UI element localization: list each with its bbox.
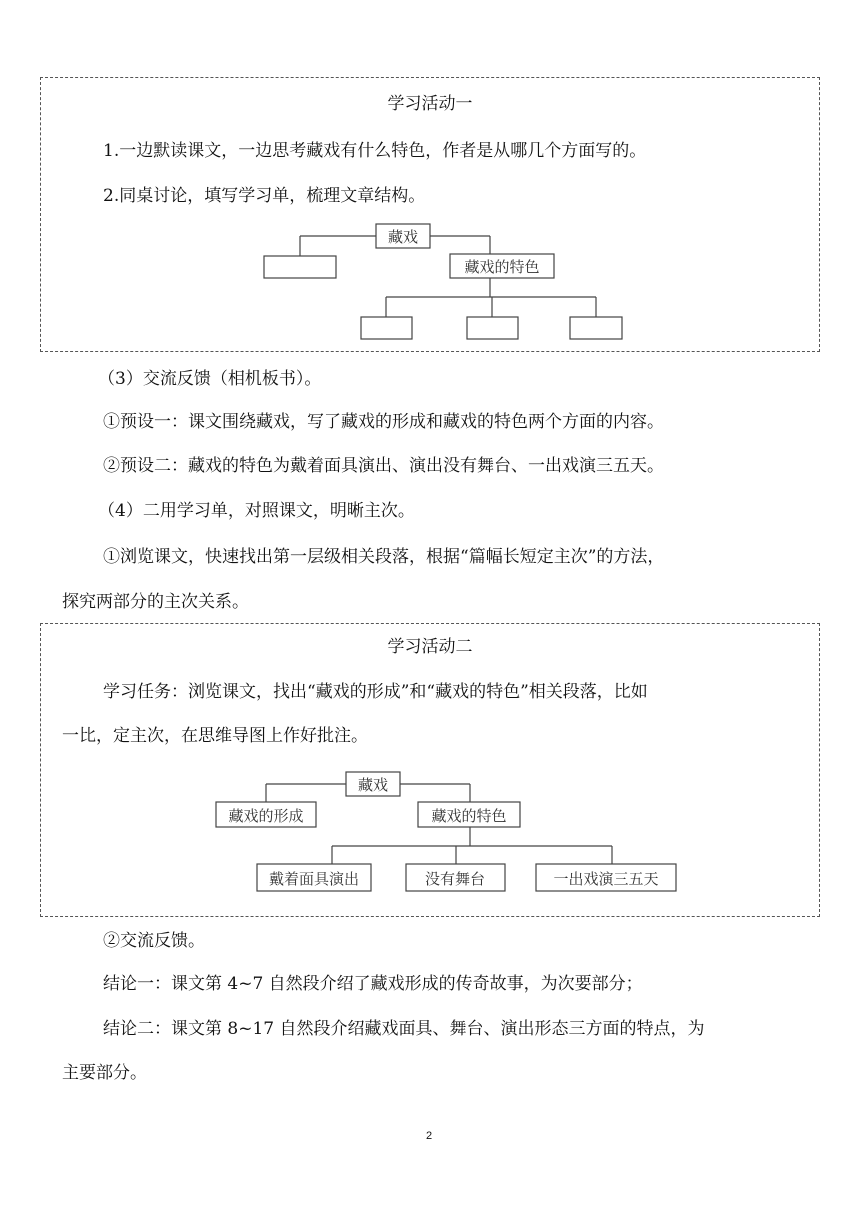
page-number: 2: [426, 1130, 433, 1142]
conclusion-two-line-1: 结论二：课文第 8~17 自然段介绍藏戏面具、舞台、演出形态三方面的特点，为: [103, 1019, 705, 1039]
activity-one-mind-map: [0, 0, 860, 360]
conclusion-one: 结论一：课文第 4~7 自然段介绍了藏戏形成的传奇故事，为次要部分；: [103, 974, 643, 994]
diagram-leaf-3-label: 一出戏演三五天: [553, 870, 659, 888]
activity-two-task-line-1: 学习任务：浏览课文，找出“藏戏的形成”和“藏戏的特色”相关段落，比如: [103, 682, 648, 702]
diagram-leaf-2-label: 没有舞台: [424, 870, 486, 888]
step-4-heading: （4）二用学习单，对照课文，明晰主次。: [98, 501, 415, 521]
diagram-left-label: 藏戏的形成: [228, 807, 304, 825]
browse-paragraph-line-2: 探究两部分的主次关系。: [62, 592, 249, 612]
preset-two: ②预设二：藏戏的特色为戴着面具演出、演出没有舞台、一出戏演三五天。: [103, 456, 664, 476]
activity-one-item-2: 2.同桌讨论，填写学习单，梳理文章结构。: [103, 186, 426, 206]
step-3-heading: （3）交流反馈（相机板书）。: [98, 369, 322, 389]
diagram-root-label: 藏戏: [357, 776, 389, 794]
conclusion-two-line-2: 主要部分。: [62, 1063, 147, 1083]
diagram-root-label: 藏戏: [387, 228, 419, 246]
feedback-heading: ②交流反馈。: [103, 931, 205, 951]
diagram-right-label: 藏戏的特色: [431, 807, 507, 825]
activity-one-title: 学习活动一: [387, 94, 473, 114]
activity-one-item-1: 1.一边默读课文，一边思考藏戏有什么特色，作者是从哪几个方面写的。: [103, 141, 647, 161]
activity-two-mind-map: [0, 760, 860, 900]
diagram-leaf-1-label: 戴着面具演出: [268, 870, 360, 888]
preset-one: ①预设一：课文围绕藏戏，写了藏戏的形成和藏戏的特色两个方面的内容。: [103, 412, 664, 432]
diagram-blank-leaf-1: [361, 317, 412, 339]
activity-two-title: 学习活动二: [387, 637, 473, 657]
diagram-blank-leaf-3: [570, 317, 622, 339]
browse-paragraph-line-1: ①浏览课文，快速找出第一层级相关段落，根据“篇幅长短定主次”的方法，: [103, 547, 665, 567]
diagram-blank-leaf-2: [467, 317, 518, 339]
diagram-branch-label: 藏戏的特色: [464, 258, 540, 276]
activity-two-task-line-2: 一比，定主次，在思维导图上作好批注。: [62, 726, 368, 746]
diagram-blank-left-node: [264, 256, 336, 278]
